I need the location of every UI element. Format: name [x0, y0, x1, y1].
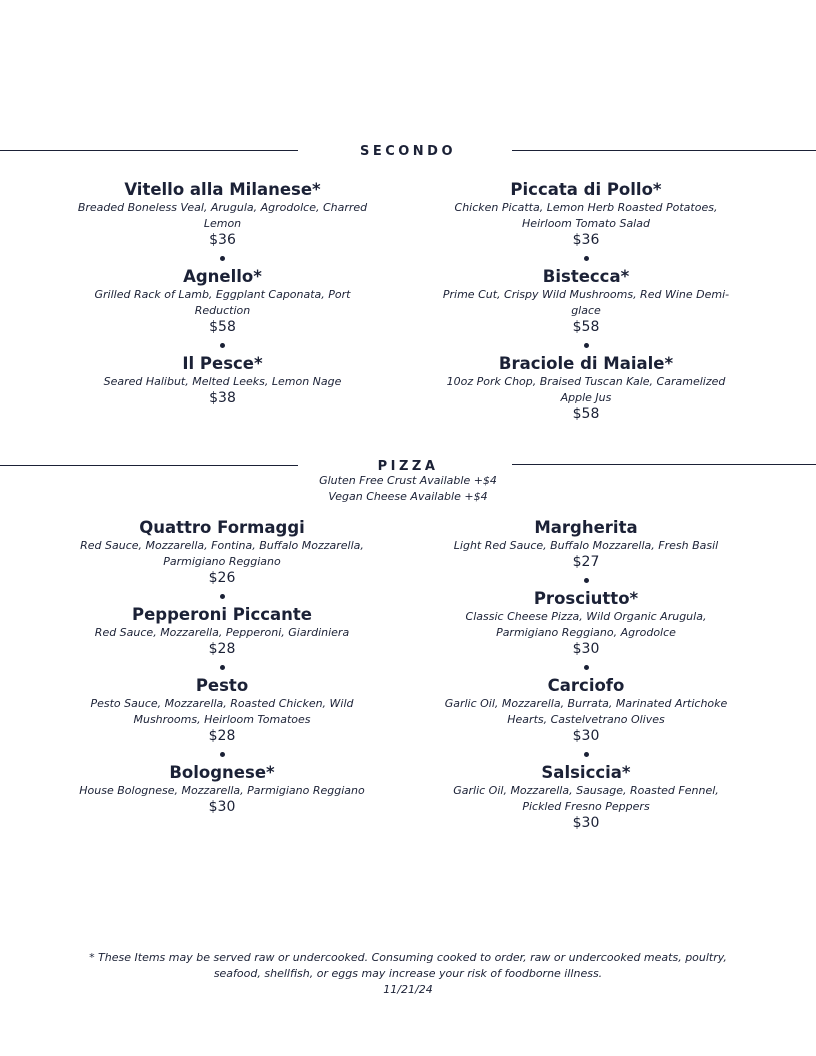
bullet-dot-icon	[584, 256, 589, 261]
item-price: $58	[572, 319, 600, 335]
bullet-dot-icon	[220, 665, 225, 670]
footer-date: 11/21/24	[383, 983, 433, 996]
separator	[72, 745, 372, 763]
item-price: $27	[572, 554, 600, 570]
menu-item	[440, 267, 732, 336]
separator	[436, 571, 736, 589]
item-description: Light Red Sauce, Buffalo Mozzarella, Fresh Basil	[453, 539, 719, 552]
separator	[70, 336, 375, 354]
item-name: Margherita	[534, 518, 638, 537]
item-description: Pesto Sauce, Mozzarella, Roasted Chicken, Wild Mushrooms, Heirloom Tomatoes	[90, 697, 354, 726]
separator	[436, 745, 736, 763]
menu-item	[70, 267, 375, 336]
item-description: Prime Cut, Crispy Wild Mushrooms, Red Wine Demi-glace	[442, 288, 730, 317]
menu-item	[436, 589, 736, 658]
menu-item	[440, 180, 732, 249]
item-price: $38	[209, 390, 236, 406]
separator	[72, 587, 372, 605]
item-price: $28	[208, 728, 236, 744]
section-title-secondo: SECONDO	[359, 144, 457, 159]
pizza-left-column	[72, 518, 372, 816]
item-description: House Bolognese, Mozzarella, Parmigiano Reggiano	[79, 784, 365, 797]
section-title-pizza: PIZZA	[377, 459, 439, 474]
item-name: Vitello alla Milanese*	[124, 180, 321, 199]
menu-item	[72, 676, 372, 745]
bullet-dot-icon	[584, 752, 589, 757]
bullet-dot-icon	[584, 343, 589, 348]
item-price: $58	[209, 319, 236, 335]
item-description: Garlic Oil, Mozzarella, Burrata, Marinated Artichoke Hearts, Castelvetrano Olives	[444, 697, 728, 726]
item-name: Braciole di Maiale*	[498, 354, 674, 373]
bullet-dot-icon	[220, 752, 225, 757]
item-name: Pesto	[195, 676, 249, 695]
item-description: Red Sauce, Mozzarella, Pepperoni, Giardiniera	[94, 626, 350, 639]
bullet-dot-icon	[220, 343, 225, 348]
item-price: $36	[572, 232, 600, 248]
item-name: Agnello*	[183, 267, 262, 286]
item-description: 10oz Pork Chop, Braised Tuscan Kale, Caramelized Apple Jus	[446, 375, 726, 404]
item-description: Garlic Oil, Mozzarella, Sausage, Roasted Fennel, Pickled Fresno Peppers	[453, 784, 719, 813]
item-price: $30	[572, 641, 600, 657]
secondo-left-column	[70, 180, 375, 407]
item-price: $30	[572, 815, 600, 831]
item-description: Grilled Rack of Lamb, Eggplant Caponata, Port Reduction	[94, 288, 351, 317]
menu-item	[72, 763, 372, 816]
menu-item	[72, 605, 372, 658]
bullet-dot-icon	[584, 665, 589, 670]
item-description: Seared Halibut, Melted Leeks, Lemon Nage	[103, 375, 342, 388]
item-description: Breaded Boneless Veal, Arugula, Agrodolce, Charred Lemon	[77, 201, 368, 230]
menu-item	[70, 354, 375, 407]
item-description: Red Sauce, Mozzarella, Fontina, Buffalo Mozzarella, Parmigiano Reggiano	[80, 539, 364, 568]
footer-disclaimer: * These Items may be served raw or undercooked. Consuming cooked to order, raw or undercooked meats, poultry, seafood, shellfish, or eggs may increase your risk of foodborne illness.	[89, 951, 727, 980]
item-name: Carciofo	[547, 676, 625, 695]
menu-item	[440, 354, 732, 423]
separator	[440, 336, 732, 354]
item-price: $36	[209, 232, 236, 248]
pizza-right-column	[436, 518, 736, 832]
item-description: Chicken Picatta, Lemon Herb Roasted Potatoes, Heirloom Tomato Salad	[454, 201, 718, 230]
separator	[440, 249, 732, 267]
menu-item	[436, 676, 736, 745]
item-name: Bolognese*	[169, 763, 275, 782]
separator	[70, 249, 375, 267]
secondo-right-column	[440, 180, 732, 423]
item-name: Piccata di Pollo*	[510, 180, 662, 199]
item-name: Pepperoni Piccante	[132, 605, 312, 624]
menu-item	[70, 180, 375, 249]
item-name: Quattro Formaggi	[139, 518, 305, 537]
bullet-dot-icon	[584, 578, 589, 583]
item-price: $58	[572, 406, 600, 422]
item-price: $26	[208, 570, 236, 586]
item-name: Bistecca*	[542, 267, 630, 286]
menu-item	[72, 518, 372, 587]
item-price: $28	[208, 641, 236, 657]
separator	[72, 658, 372, 676]
item-price: $30	[208, 799, 236, 815]
menu-item	[436, 763, 736, 832]
pizza-note-gluten-free: Gluten Free Crust Available +$4	[319, 474, 497, 487]
bullet-dot-icon	[220, 256, 225, 261]
item-price: $30	[572, 728, 600, 744]
separator	[436, 658, 736, 676]
item-description: Classic Cheese Pizza, Wild Organic Arugula, Parmigiano Reggiano, Agrodolce	[465, 610, 707, 639]
item-name: Il Pesce*	[182, 354, 263, 373]
pizza-note-vegan: Vegan Cheese Available +$4	[328, 490, 488, 503]
bullet-dot-icon	[220, 594, 225, 599]
item-name: Prosciutto*	[533, 589, 639, 608]
menu-item	[436, 518, 736, 571]
item-name: Salsiccia*	[541, 763, 631, 782]
